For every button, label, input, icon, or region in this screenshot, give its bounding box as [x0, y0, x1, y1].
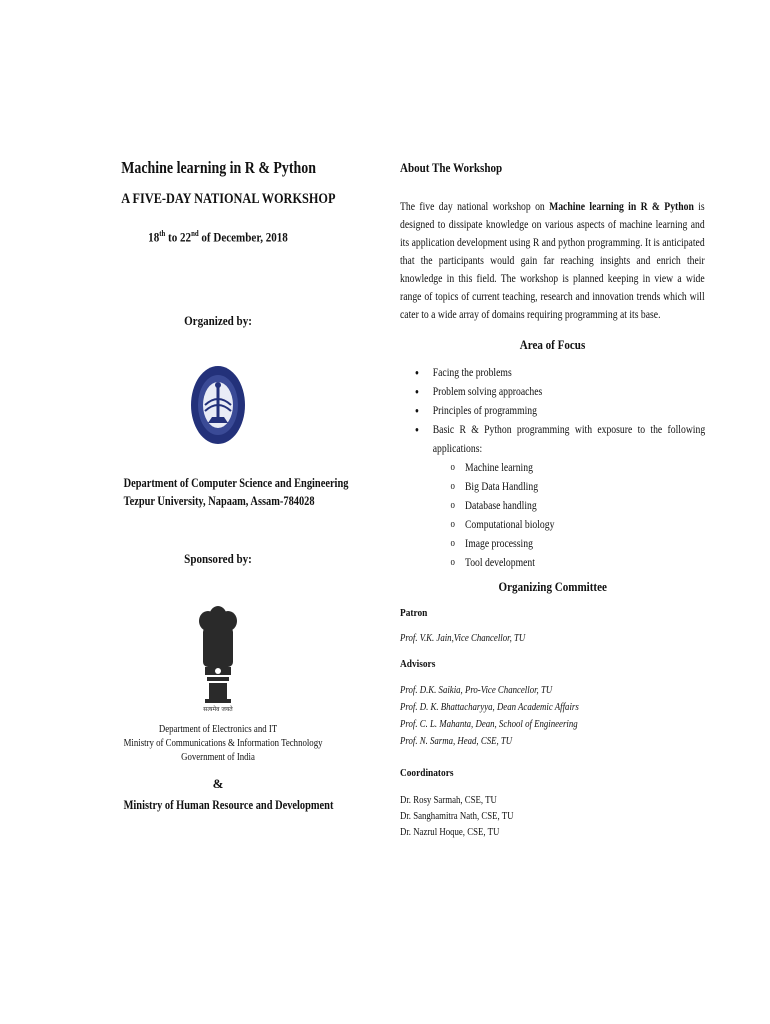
focus-heading-text: Area of Focus	[519, 337, 586, 352]
coordinators-label: Coordinators	[400, 767, 454, 779]
list-item: Prof. N. Sarma, Head, CSE, TU	[400, 735, 513, 747]
advisors-label: Advisors	[400, 658, 436, 670]
list-item: o Computational biology	[450, 515, 705, 534]
svg-text:सत्यमेव जयते: सत्यमेव जयते	[203, 706, 233, 713]
about-text-pre: The five day national workshop on	[400, 199, 550, 213]
sponsor-mhrd: Ministry of Human Resource and Development	[123, 797, 334, 812]
gov-ministry: Ministry of Communications & Information Technology	[123, 737, 323, 749]
sponsored-by-label: Sponsored by:	[184, 551, 252, 566]
start-suffix: th	[159, 229, 166, 238]
university-address: Tezpur University, Napaam, Assam-784028	[123, 493, 315, 508]
about-paragraph	[400, 197, 705, 323]
sponsor-government	[123, 722, 323, 764]
about-text-post: is designed to dissipate knowledge on various aspects of machine learning and its application development using R and python programming. It is anticipated that the participants would gain far reaching insights and enrich their knowledge in this field. The workshop is planned keeping in view a wide range of topics of current teaching, research and innovation trends which will cater to a wide array of domains requiring programming at its base.	[400, 199, 705, 321]
list-item: Prof. D.K. Saikia, Pro-Vice Chancellor, TU	[400, 684, 553, 696]
list-item: o Database handling	[450, 496, 705, 515]
committee-heading-text: Organizing Committee	[498, 579, 607, 594]
ampersand: &	[212, 776, 224, 791]
tezpur-university-logo	[190, 365, 246, 445]
list-item: Dr. Nazrul Hoque, CSE, TU	[400, 826, 500, 838]
workshop-title: Machine learning in R & Python	[121, 158, 317, 177]
list-item: o Big Data Handling	[450, 477, 705, 496]
about-text-bold: Machine learning in R & Python	[549, 199, 694, 213]
start-day: 18	[148, 229, 160, 245]
list-item: o Tool development	[450, 553, 705, 572]
applications-list	[415, 458, 705, 572]
end-day: 22	[180, 229, 192, 245]
list-item: Prof. D. K. Bhattacharyya, Dean Academic Affairs	[400, 701, 579, 713]
coordinators-list	[400, 792, 514, 840]
gov-country: Government of India	[181, 751, 255, 763]
patron-name: Prof. V.K. Jain,Vice Chancellor, TU	[400, 632, 526, 644]
list-item: ● Problem solving approaches	[415, 382, 705, 401]
end-suffix: nd	[191, 229, 199, 238]
list-item: o Machine learning	[450, 458, 705, 477]
list-item: Dr. Sanghamitra Nath, CSE, TU	[400, 810, 514, 822]
patron-label: Patron	[400, 607, 428, 619]
applications-container	[415, 458, 705, 572]
list-item: ● Principles of programming	[415, 401, 705, 420]
list-item: Dr. Rosy Sarmah, CSE, TU	[400, 794, 497, 806]
committee-heading	[400, 579, 705, 595]
department-name: Department of Computer Science and Engineering	[123, 475, 349, 490]
workshop-dates	[118, 229, 319, 245]
national-emblem-of-india	[195, 603, 241, 713]
date-to: to	[165, 229, 181, 245]
organizer-department	[123, 474, 349, 510]
focus-heading	[400, 337, 705, 353]
workshop-subtitle: A FIVE-DAY NATIONAL WORKSHOP	[121, 191, 336, 207]
date-rest: of December, 2018	[198, 229, 288, 245]
list-item: ● Facing the problems	[415, 363, 705, 382]
list-item: o Image processing	[450, 534, 705, 553]
advisors-list	[400, 682, 579, 750]
focus-list	[415, 363, 705, 572]
list-item: Prof. C. L. Mahanta, Dean, School of Engineering	[400, 718, 578, 730]
list-item: ● Basic R & Python programming with exposure to the following applications:	[415, 420, 705, 458]
about-heading: About The Workshop	[400, 160, 503, 175]
organized-by-label: Organized by:	[184, 313, 252, 328]
gov-department: Department of Electronics and IT	[158, 723, 278, 735]
